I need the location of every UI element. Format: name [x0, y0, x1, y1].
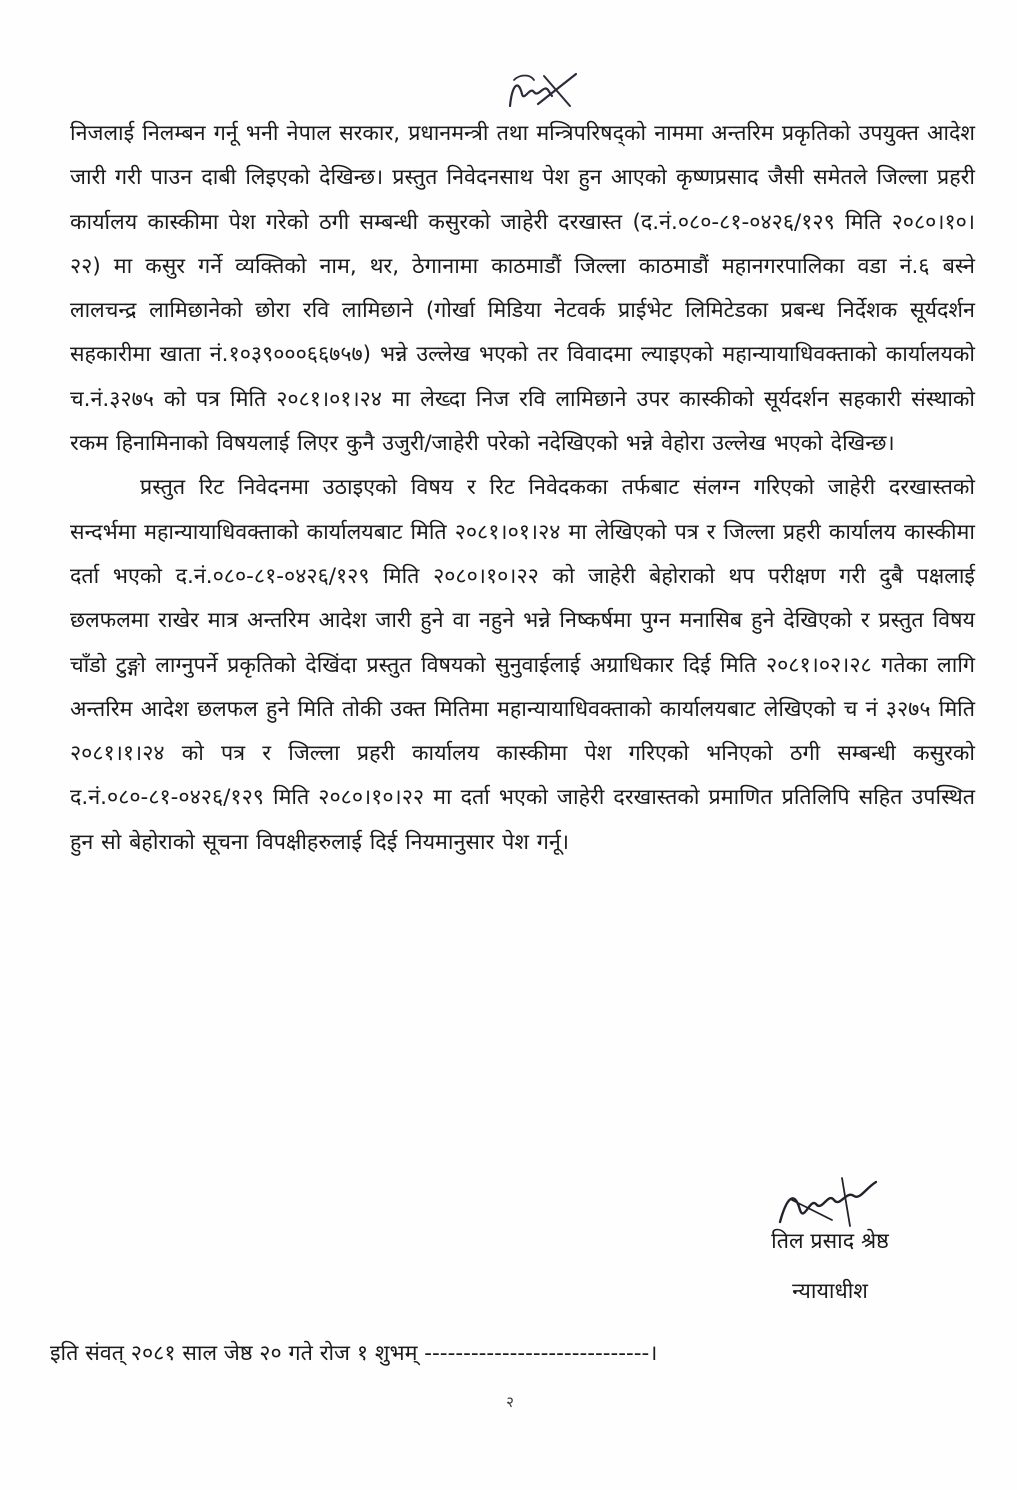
order-body	[70, 112, 975, 865]
signatory-name: तिल प्रसाद श्रेष्ठ	[771, 1229, 889, 1254]
page-number: २	[506, 1393, 514, 1411]
closing-line: इति संवत् २०८१ साल जेष्ठ २० गते रोज १ शुभम् -----------------------------।	[50, 1341, 658, 1366]
signatory-title: न्यायाधीश	[792, 1279, 868, 1304]
paragraph-2: प्रस्तुत रिट निवेदनमा उठाइएको विषय र रिट निवेदकका तर्फबाट संलग्न गरिएको जाहेरी दरखास्तको सन्दर्भमा महान्यायाधिवक्ताको कार्यालयबाट मिति २०८१।०१।२४ मा लेखिएको पत्र र जिल्ला प्रहरी कार्यालय कास्कीमा दर्ता भएको द.नं.०८०-८१-०४२६/१२९ मिति २०८०।१०।२२ को जाहेरी बेहोराको थप परीक्षण गरी दुबै पक्षलाई छलफलमा राखेर मात्र अन्तरिम आदेश जारी हुने वा नहुने भन्ने निष्कर्षमा पुग्न मनासिब हुने देखिएको र प्रस्तुत विषय चाँडो टुङ्गो लाग्नुपर्ने प्रकृतिको देखिंदा प्रस्तुत विषयको सुनुवाईलाई अग्राधिकार दिई मिति २०८१।०२।२८ गतेका लागि अन्तरिम आदेश छलफल हुने मिति तोकी उक्त मितिमा महान्यायाधिवक्ताको कार्यालयबाट लेखिएको च नं ३२७५ मिति २०८१।१।२४ को पत्र र जिल्ला प्रहरी कार्यालय कास्कीमा पेश गरिएको भनिएको ठगी सम्बन्धी कसुरको द.नं.०८०-८१-०४२६/१२९ मिति २०८०।१०।२२ मा दर्ता भएको जाहेरी दरखास्तको प्रमाणित प्रतिलिपि सहित उपस्थित हुन सो बेहोराको सूचना विपक्षीहरुलाई दिई नियमानुसार पेश गर्नू।	[70, 475, 975, 855]
paragraph-1: निजलाई निलम्बन गर्नू भनी नेपाल सरकार, प्रधानमन्त्री तथा मन्त्रिपरिषद्को नाममा अन्तरिम प्रकृतिको उपयुक्त आदेश जारी गरी पाउन दाबी लिइएको देखिन्छ। प्रस्तुत निवेदनसाथ पेश हुन आएको कृष्णप्रसाद जैसी समेतले जिल्ला प्रहरी कार्यालय कास्कीमा पेश गरेको ठगी सम्बन्धी कसुरको जाहेरी दरखास्त (द.नं.०८०-८१-०४२६/१२९ मिति २०८०।१०।२२) मा कसुर गर्ने व्यक्तिको नाम, थर, ठेगानामा काठमाडौं जिल्ला काठमाडौं महानगरपालिका वडा नं.६ बस्ने लालचन्द्र लामिछानेको छोरा रवि लामिछाने (गोर्खा मिडिया नेटवर्क प्राईभेट लिमिटेडका प्रबन्ध निर्देशक सूर्यदर्शन सहकारीमा खाता नं.१०३९०००६६७५७) भन्ने उल्लेख भएको तर विवादमा ल्याइएको महान्यायाधिवक्ताको कार्यालयको च.नं.३२७५ को पत्र मिति २०८१।०१।२४ मा लेख्दा निज रवि लामिछाने उपर कास्कीको सूर्यदर्शन सहकारी संस्थाको रकम हिनामिनाको विषयलाई लिएर कुनै उजुरी/जाहेरी परेको नदेखिएको भन्ने वेहोरा उल्लेख भएको देखिन्छ।	[70, 121, 975, 457]
signature-block	[720, 1170, 940, 1320]
